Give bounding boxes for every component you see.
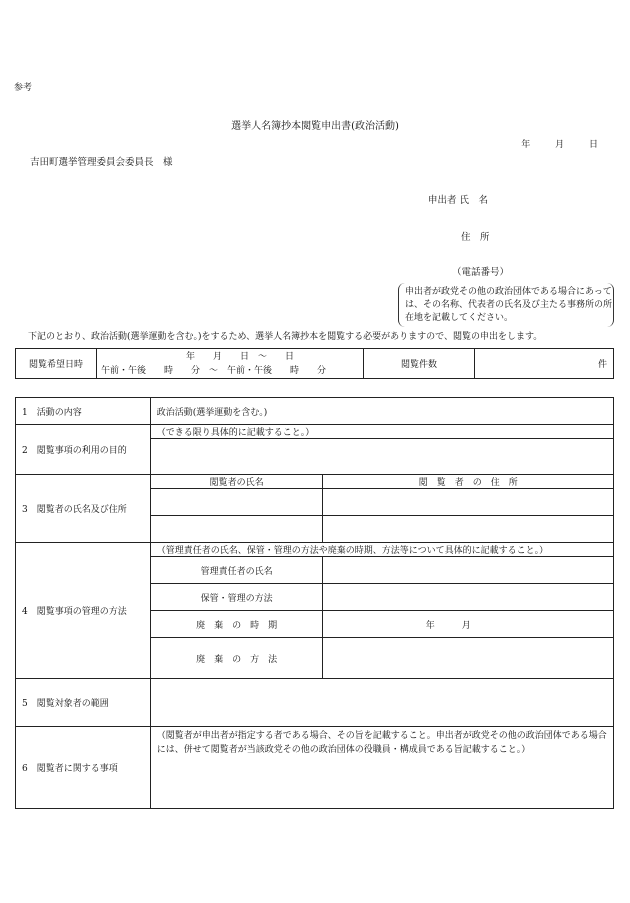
row2-label: 2 閲覧事項の利用の目的 [16,425,151,475]
row4-disposal-time-label: 廃 棄 の 時 期 [150,611,323,638]
count-field[interactable] [475,349,614,379]
row1-value: 政治活動(選挙運動を含む。) [150,398,613,425]
reference-note: 参考 [14,83,33,93]
row4-disposal-method-input[interactable] [323,638,614,679]
date-day: 日 [588,140,598,150]
applicant-address-label: 住 所 [461,232,490,243]
org-note-text: 申出者が政党その他の政治団体である場合にあっては、その名称、代表者の氏名及び主たる事務所の所在地を記載してください。 [405,287,613,323]
details-table [15,397,614,809]
row6-label: 6 閲覧者に関する事項 [16,727,151,809]
schedule-date-line: 年 月 日 ～ 日 [185,351,294,362]
schedule-datetime[interactable] [97,349,364,379]
row1-label: 1 活動の内容 [16,398,151,425]
intro-text: 下記のとおり、政治活動(選挙運動を含む。)をするため、選挙人名簿抄本を閲覧する必要がありますので、閲覧の申出をします。 [28,332,543,342]
row5-input[interactable] [150,679,613,727]
count-unit: 件 [597,360,607,370]
applicant-name-label: 申出者 氏 名 [428,195,489,206]
row4-manager-label: 管理責任者の氏名 [150,557,323,584]
row4-disposal-time-value: 年 月 [425,620,471,631]
schedule-table [15,348,614,379]
row4-storage-label: 保管・管理の方法 [150,584,323,611]
row4-manager-input[interactable] [323,557,614,584]
row4-disposal-method-label: 廃 棄 の 方 法 [150,638,323,679]
applicant-phone-label: （電話番号） [452,267,510,278]
addressee: 吉田町選挙管理委員会委員長 様 [30,157,173,168]
schedule-time-line: 午前・午後 時 分 ～ 午前・午後 時 分 [101,365,327,376]
count-label: 閲覧件数 [364,349,475,379]
row5-label: 5 閲覧対象者の範囲 [16,679,151,727]
row6-input[interactable] [150,727,613,809]
row3-address-input-2[interactable] [323,516,614,543]
row3-label: 3 閲覧者の氏名及び住所 [16,475,151,543]
row3-name-input-1[interactable] [150,489,323,516]
row6-instruction: （閲覧者が申出者が指定する者である場合、その旨を記載すること。申出者が政党その他の政治団体である場合には、併せて閲覧者が当該政党その他の政治団体の役職員・構成員である旨記載すること。） [156,731,607,755]
form-title: 選挙人名簿抄本閲覧申出書(政治活動) [231,121,399,132]
row2-instruction: （できる限り具体的に記載すること。） [150,425,613,439]
row3-address-input-1[interactable] [323,489,614,516]
row3-name-input-2[interactable] [150,516,323,543]
row4-storage-input[interactable] [323,584,614,611]
row3-col-name: 閲覧者の氏名 [150,475,323,489]
row4-disposal-time-input[interactable] [323,611,614,638]
date-line [499,141,598,150]
date-year: 年 [521,140,531,150]
row2-input[interactable] [150,439,613,475]
row4-label: 4 閲覧事項の管理の方法 [16,543,151,679]
row3-col-address: 閲 覧 者 の 住 所 [323,475,614,489]
date-month: 月 [555,140,565,150]
schedule-label: 閲覧希望日時 [16,349,97,379]
row4-instruction: （管理責任者の氏名、保管・管理の方法や廃棄の時期、方法等について具体的に記載すること。） [150,543,613,557]
